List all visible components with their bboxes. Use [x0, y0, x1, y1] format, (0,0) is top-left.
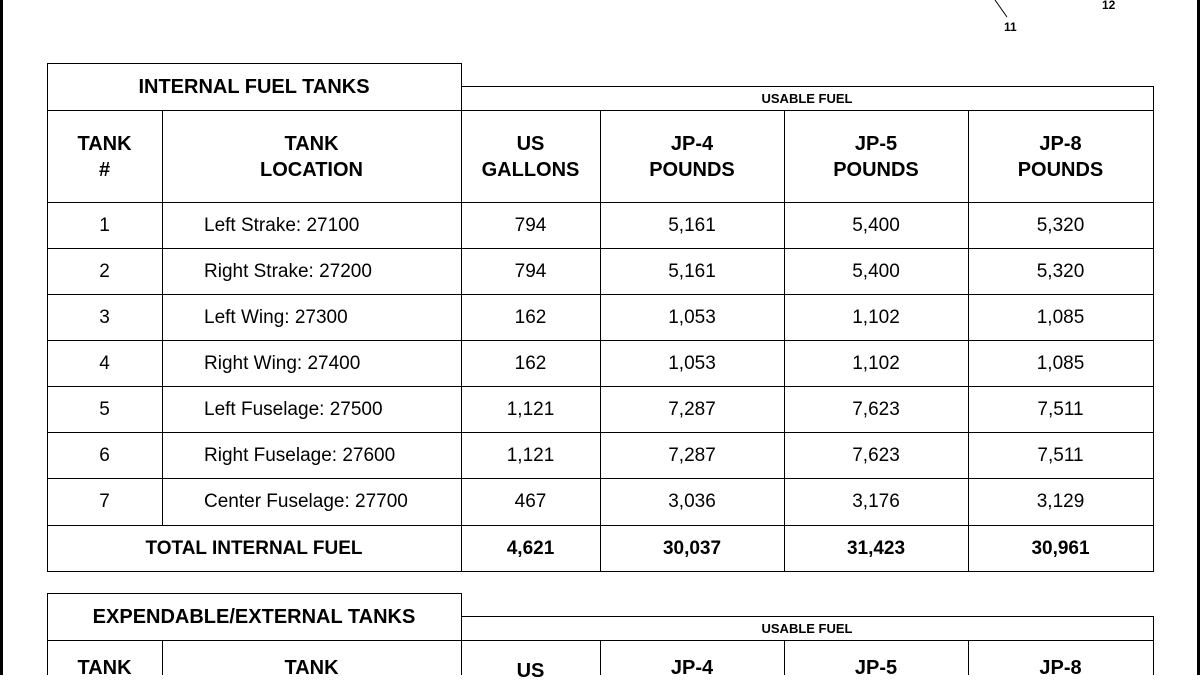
header-tank-number: TANK #: [77, 132, 132, 181]
us-gallons-value: 1,121: [506, 444, 555, 466]
page-border-left: [0, 0, 3, 675]
header-us-gallons: US GALLONS: [481, 132, 580, 181]
header-jp5-pounds: JP-5 POUNDS: [833, 132, 919, 181]
jp4-value: 1,053: [668, 306, 716, 328]
jp5-value: 1,102: [852, 352, 900, 374]
total-jp4: 30,037: [662, 537, 722, 559]
header-jp8-pounds: JP-8: [1039, 657, 1082, 679]
jp4-value: 1,053: [668, 352, 716, 374]
jp4-value: 5,161: [668, 214, 716, 236]
tank-number: 5: [99, 398, 110, 420]
tank-number: 1: [99, 214, 110, 236]
tank-location: Left Strake: 27100: [204, 214, 360, 236]
header-tank-number: TANK: [77, 657, 132, 679]
usable-fuel-label: USABLE FUEL: [761, 621, 853, 636]
jp5-value: 7,623: [852, 444, 900, 466]
jp8-value: 5,320: [1036, 260, 1085, 282]
jp8-value: 1,085: [1036, 352, 1085, 374]
jp4-value: 7,287: [668, 398, 716, 420]
header-jp4-pounds: JP-4: [670, 657, 714, 679]
jp8-value: 5,320: [1036, 214, 1085, 236]
header-jp4-pounds: JP-4 POUNDS: [649, 132, 735, 181]
jp5-value: 3,176: [852, 491, 900, 512]
usable-fuel-label: USABLE FUEL: [761, 91, 853, 106]
tank-number: 2: [99, 260, 110, 282]
jp5-value: 7,623: [852, 398, 900, 420]
total-us-gallons: 4,621: [506, 537, 555, 559]
us-gallons-value: 1,121: [506, 398, 555, 420]
us-gallons-value: 162: [514, 306, 547, 328]
tank-location: Right Fuselage: 27600: [204, 444, 396, 466]
total-jp8: 30,961: [1031, 537, 1090, 559]
jp5-value: 5,400: [852, 260, 900, 282]
header-tank-location: TANK: [284, 657, 339, 679]
total-internal-fuel-label: TOTAL INTERNAL FUEL: [145, 537, 363, 559]
tank-number: 4: [99, 352, 110, 374]
total-jp5: 31,423: [846, 537, 906, 559]
jp4-value: 7,287: [668, 444, 716, 466]
external-table-title: EXPENDABLE/EXTERNAL TANKS: [92, 605, 416, 628]
callout-leader-line: [0, 0, 1200, 40]
jp8-value: 3,129: [1036, 491, 1085, 512]
header-tank-location: TANK LOCATION: [260, 132, 363, 181]
us-gallons-value: 162: [514, 352, 547, 374]
us-gallons-value: 467: [514, 491, 547, 512]
jp5-value: 5,400: [852, 214, 900, 236]
tank-number: 3: [99, 306, 110, 328]
header-us-gallons: US: [516, 660, 545, 682]
callout-11: 11: [1004, 20, 1017, 34]
tank-location: Left Wing: 27300: [204, 306, 348, 328]
us-gallons-value: 794: [514, 260, 547, 282]
callout-12: 12: [1102, 0, 1116, 12]
us-gallons-value: 794: [514, 214, 547, 236]
tank-number: 6: [99, 444, 110, 466]
jp8-value: 1,085: [1036, 306, 1085, 328]
tank-number: 7: [99, 491, 110, 512]
tank-location: Left Fuselage: 27500: [204, 398, 383, 420]
jp5-value: 1,102: [852, 306, 900, 328]
tank-location: Right Wing: 27400: [204, 352, 361, 374]
header-jp8-pounds: JP-8 POUNDS: [1017, 132, 1104, 181]
jp4-value: 5,161: [668, 260, 716, 282]
tank-location: Right Strake: 27200: [204, 260, 372, 282]
header-jp5-pounds: JP-5: [854, 657, 898, 679]
jp8-value: 7,511: [1037, 444, 1084, 466]
tank-location: Center Fuselage: 27700: [204, 491, 408, 512]
jp8-value: 7,511: [1037, 398, 1084, 420]
jp4-value: 3,036: [668, 491, 716, 512]
internal-table-title: INTERNAL FUEL TANKS: [138, 75, 370, 98]
